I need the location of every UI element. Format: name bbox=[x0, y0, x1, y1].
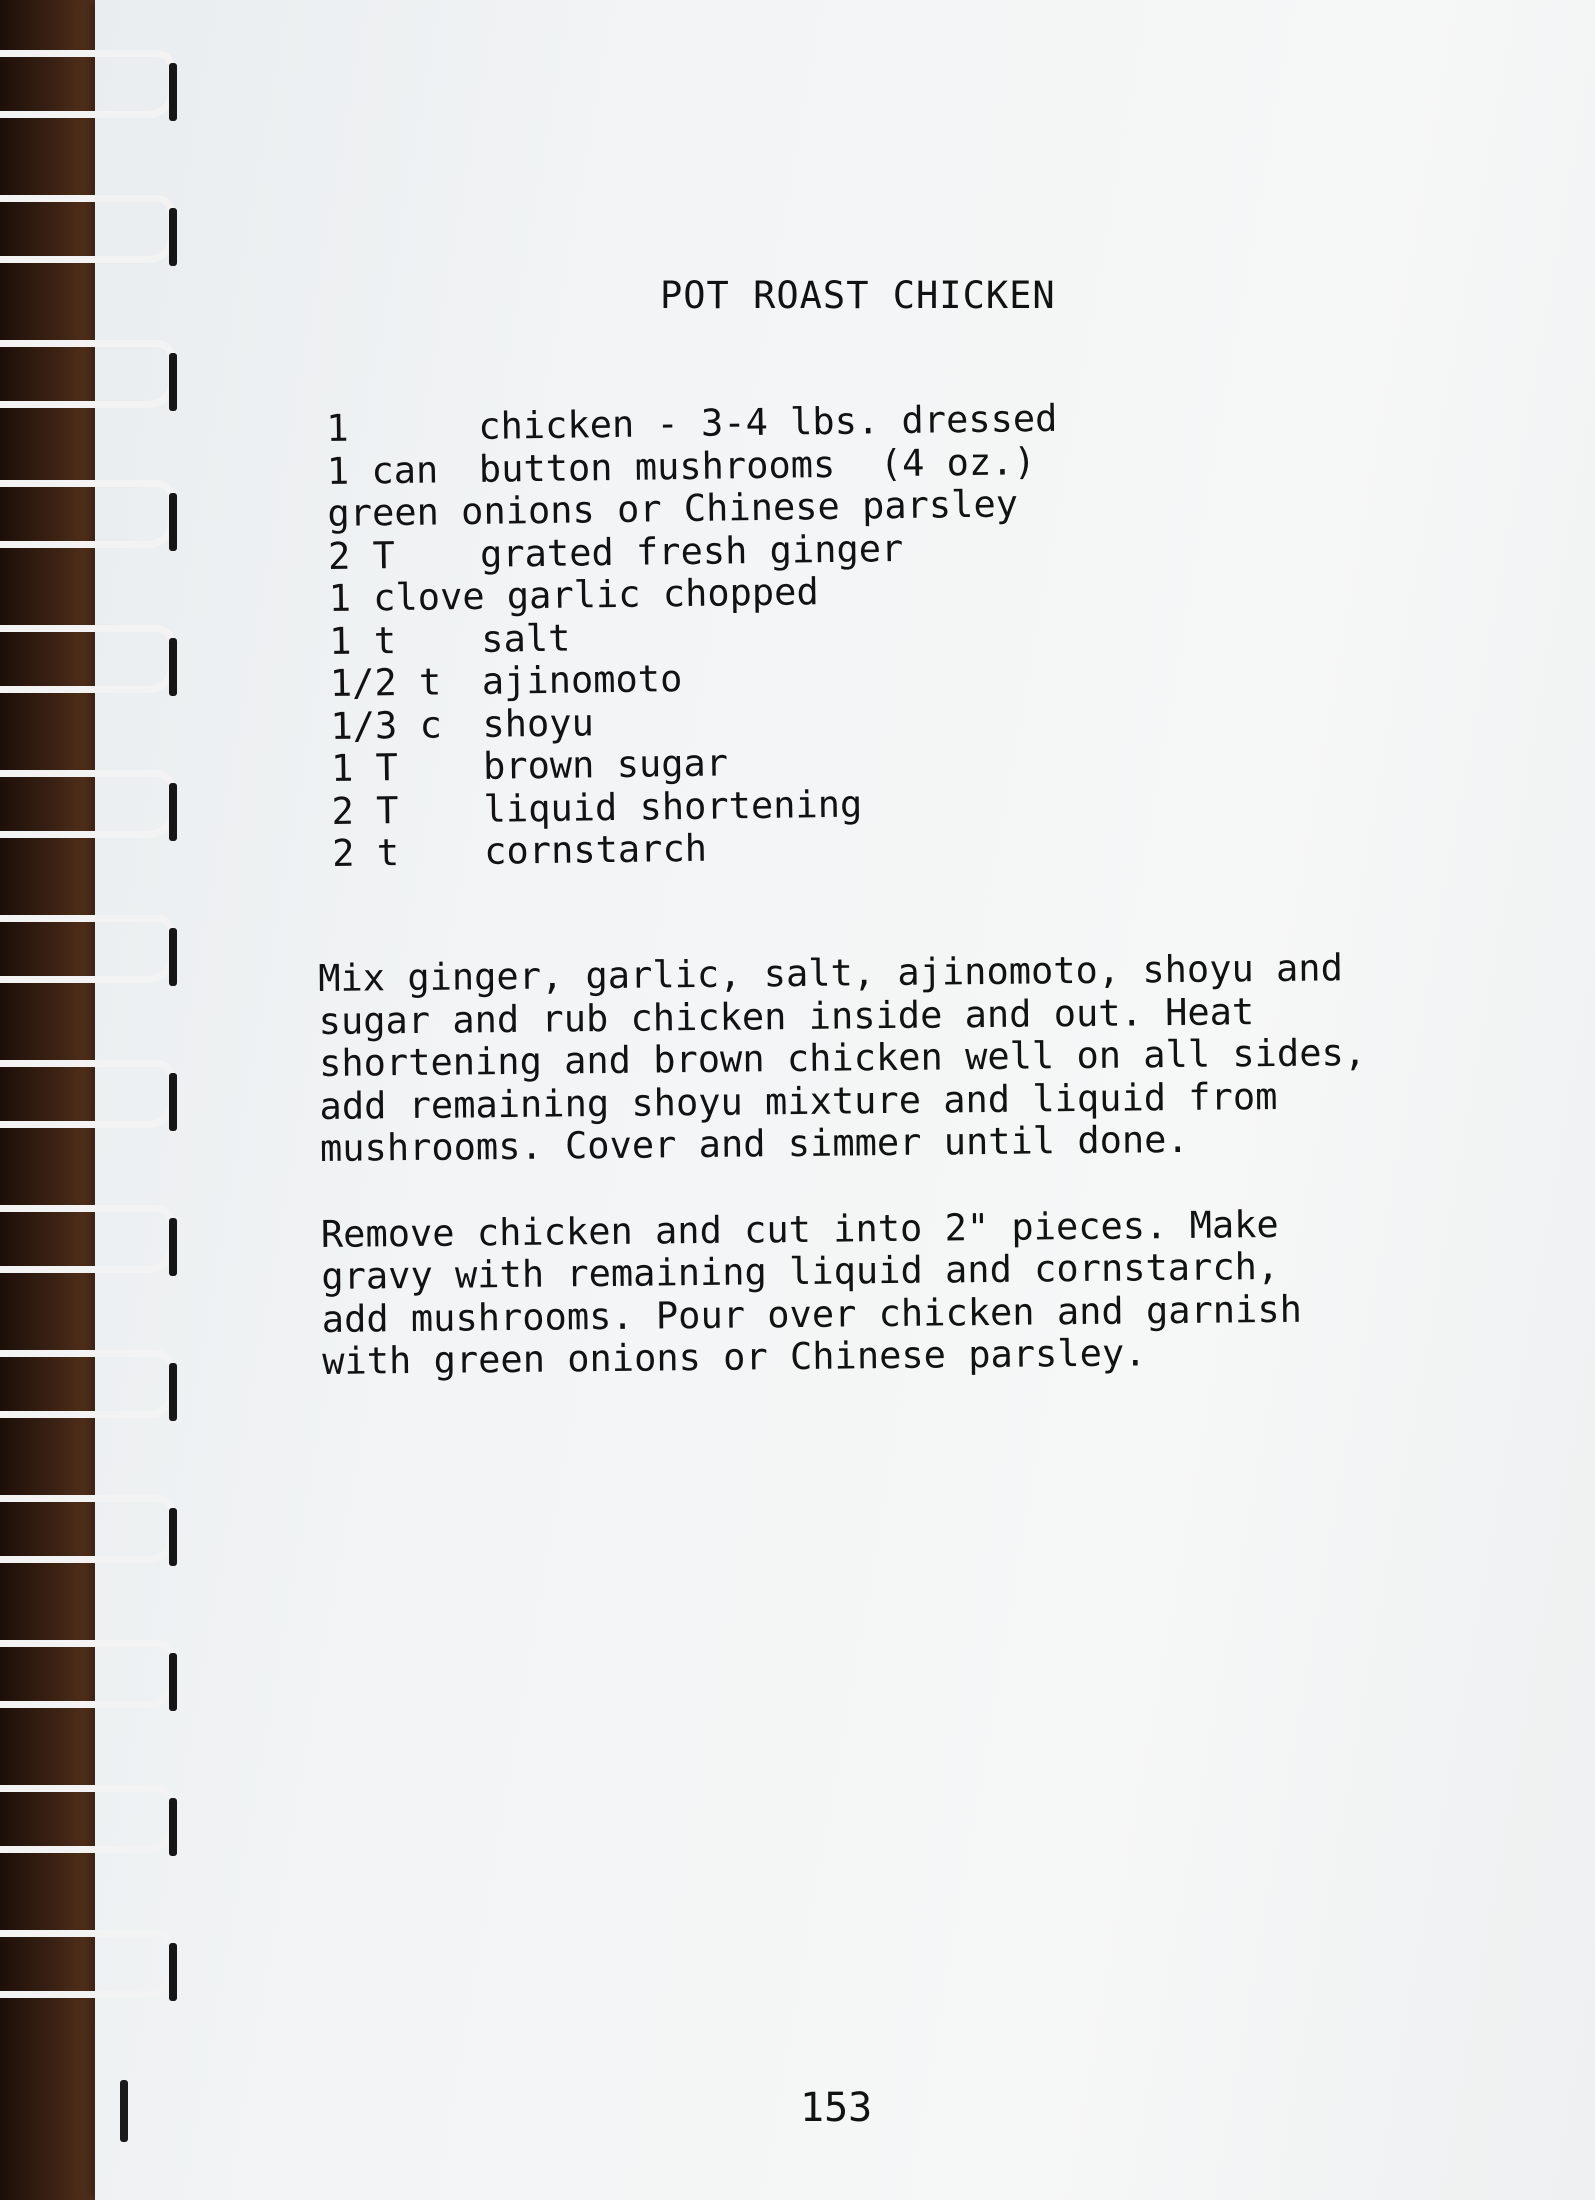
ingredient-item: green onions or Chinese parsley bbox=[327, 482, 1019, 535]
ingredient-quantity: 1/3 c bbox=[330, 702, 443, 748]
ingredient-item: liquid shortening bbox=[483, 782, 863, 831]
ingredient-quantity: 2 T bbox=[331, 788, 399, 833]
ingredient-quantity: 2 T bbox=[327, 533, 396, 578]
ingredient-quantity: 1 T bbox=[330, 746, 399, 790]
instructions-block bbox=[318, 946, 1443, 1426]
ingredient-item: salt bbox=[480, 616, 571, 661]
ingredient-item: grated fresh ginger bbox=[479, 526, 904, 576]
recipe-title: POT ROAST CHICKEN bbox=[660, 274, 1056, 317]
ingredient-item: brown sugar bbox=[482, 741, 729, 788]
ingredient-quantity: 1 bbox=[325, 406, 349, 450]
ingredient-quantity: 1 t bbox=[328, 618, 397, 663]
ingredient-quantity: 2 t bbox=[331, 831, 400, 875]
ingredient-row bbox=[332, 823, 1064, 876]
instruction-paragraph: Remove chicken and cut into 2" pieces. Make gravy with remaining liquid and cornstarch, add mushrooms. Pour over chicken and garnish with green onions or Chinese parsley. bbox=[320, 1202, 1303, 1383]
instruction-paragraph: Mix ginger, garlic, salt, ajinomoto, shoyu and sugar and rub chicken inside and out. Heat shortening and brown chicken well on all sides, add remaining shoyu mixture and liquid from mushrooms. Cover and simmer until done. bbox=[317, 946, 1367, 1170]
ingredient-item: button mushrooms (4 oz.) bbox=[478, 439, 1037, 491]
ingredient-list bbox=[326, 398, 1064, 876]
ingredient-quantity: 1 can bbox=[326, 447, 439, 493]
ingredient-item: chicken - 3-4 lbs. dressed bbox=[477, 396, 1058, 448]
ingredient-item: shoyu bbox=[482, 700, 595, 746]
ingredient-item: ajinomoto bbox=[481, 657, 683, 703]
ingredient-quantity: 1/2 t bbox=[329, 660, 442, 705]
ingredient-item: 1 clove garlic chopped bbox=[328, 570, 819, 620]
page-number: 153 bbox=[800, 2085, 873, 2131]
ingredient-item: cornstarch bbox=[483, 826, 708, 873]
